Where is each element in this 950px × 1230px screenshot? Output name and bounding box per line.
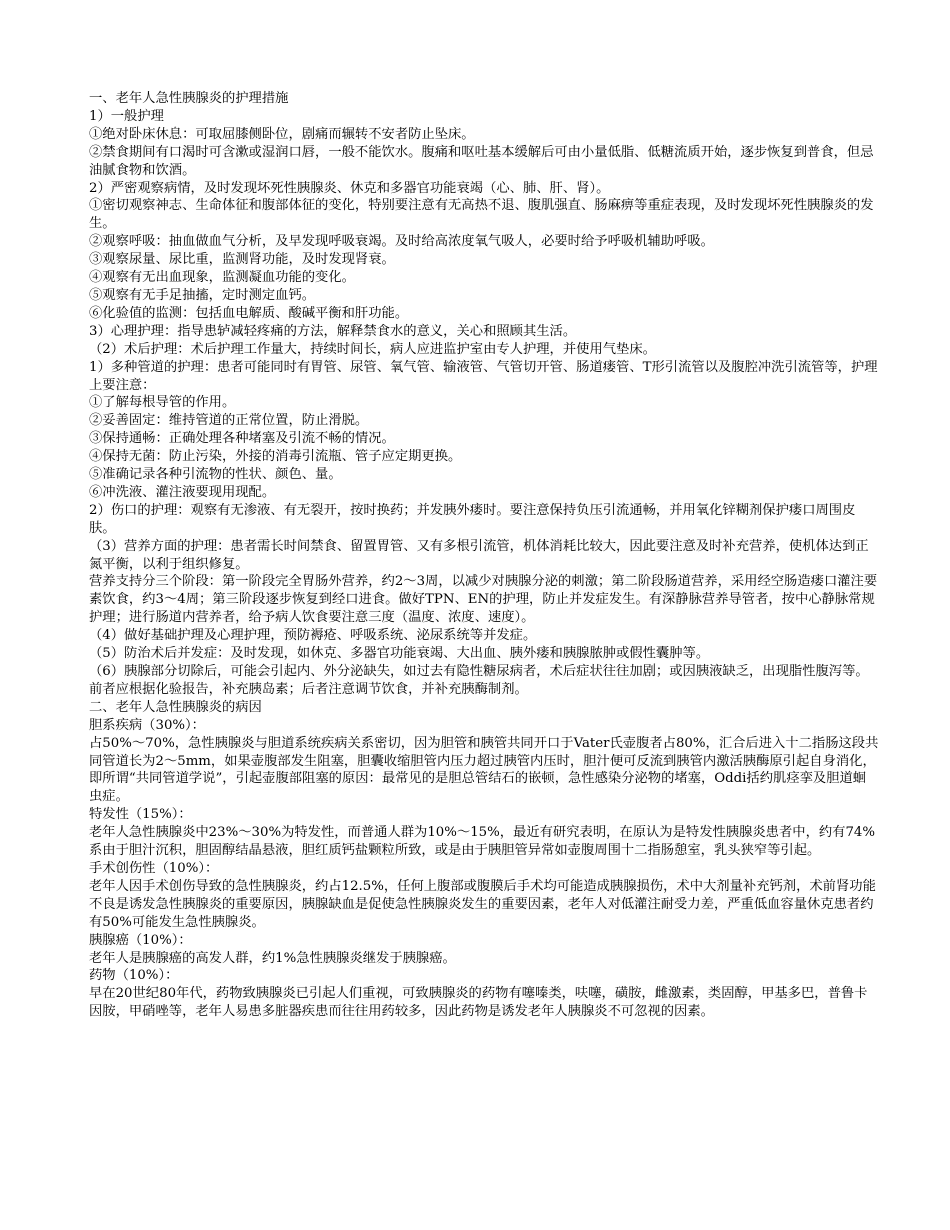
section-heading: 一、老年人急性胰腺炎的护理措施 bbox=[89, 91, 289, 106]
subheading: 药物（10%）： bbox=[89, 968, 179, 984]
subheading: 2）严密观察病情，及时发现坏死性胰腺炎、休克和多器官功能衰竭（心、肺、肝、肾）。 bbox=[89, 180, 610, 196]
paragraph: ①密切观察神志、生命体征和腹部体征的变化，特别要注意有无高热不退、腹肌强直、肠麻痹等重症表现，及时发现坏死性胰腺炎的发生。 bbox=[89, 198, 874, 232]
subheading: 1）多种管道的护理：患者可能同时有胃管、尿管、氧气管、输液管、气管切开管、肠道瘘管、T形引流管以及腹腔冲洗引流管等，护理上要注意： bbox=[89, 359, 878, 393]
subheading: （5）防治术后并发症：及时发现，如休克、多器官功能衰竭、大出血、胰外瘘和胰腺脓肿或假性囊肿等。 bbox=[89, 646, 710, 662]
paragraph: ⑥化验值的监测：包括血电解质、酸碱平衡和肝功能。 bbox=[89, 305, 409, 321]
paragraph: ①了解每根导管的作用。 bbox=[89, 395, 236, 411]
section-heading: 二、老年人急性胰腺炎的病因 bbox=[89, 699, 262, 715]
paragraph: ③观察尿量、尿比重，监测肾功能，及时发现肾衰。 bbox=[89, 252, 395, 268]
paragraph: 早在20世纪80年代，药物致胰腺炎已引起人们重视，可致胰腺炎的药物有噻嗪类，呋噻，磺胺，雌激素，类固醇，甲基多巴，普鲁卡因胺，甲硝唑等，老年人易患多脏器疾患而往往用药较多，因此药物是诱发老年人胰腺炎不可忽视的因素。 bbox=[89, 986, 868, 1020]
paragraph: ③保持通畅：正确处理各种堵塞及引流不畅的情况。 bbox=[89, 431, 395, 447]
subheading: 3）心理护理：指导患轳减轻疼痛的方法，解释禁食水的意义，关心和照顾其生活。 bbox=[89, 323, 577, 339]
subheading: 手术创伤性（10%）： bbox=[89, 860, 219, 876]
subheading: （4）做好基础护理及心理护理，预防褥疮、呼吸系统、泌尿系统等并发症。 bbox=[89, 628, 537, 644]
subheading: 1）一般护理 bbox=[89, 108, 164, 124]
paragraph: ①绝对卧床休息：可取屈膝侧卧位，剧痛而辗转不安者防止坠床。 bbox=[89, 126, 475, 142]
paragraph: ②观察呼吸：抽血做血气分析，及早发现呼吸衰竭。及时给高浓度氧气吸人，必要时给予呼吸机辅助呼吸。 bbox=[89, 234, 714, 250]
paragraph: ④保持无菌：防止污染，外接的消毒引流瓶、管子应定期更换。 bbox=[89, 449, 462, 465]
subheading: 2）伤口的护理：观察有无渗液、有无裂开，按时换药；并发胰外瘘时。要注意保持负压引流通畅，并用氧化锌糊剂保护瘘口周围皮肤。 bbox=[89, 502, 856, 536]
paragraph: ②妥善固定：维持管道的正常位置，防止滑脱。 bbox=[89, 413, 369, 429]
paragraph: ⑥冲洗液、灌注液要现用现配。 bbox=[89, 484, 276, 500]
paragraph: 占50%～70%，急性胰腺炎与胆道系统疾病关系密切，因为胆管和胰管共同开口于Vater氏壶腹者占80%，汇合后进入十二指肠这段共同管道长为2～5mm，如果壶腹部发生阻塞，胆囊收缩胆管内压力超过胰管内压时，胆汁便可反流到胰管内激活胰酶原引起自身消化，即所谓“共同管道学说”，引起壶腹部阻塞的原因：最常见的是胆总管结石的嵌顿，急性感染分泌物的堵塞，Oddi括约肌痉挛及胆道蛔虫症。 bbox=[89, 735, 879, 805]
document-body bbox=[89, 90, 879, 1021]
paragraph: 老年人急性胰腺炎中23%～30%为特发性，而普通人群为10%～15%，最近有研究表明，在原认为是特发性胰腺炎患者中，约有74%系由于胆汁沉积，胆固醇结晶悬液，胆红质钙盐颗粒所致，或是由于胰胆管异常如壶腹周围十二指肠憩室，乳头狭窄等引起。 bbox=[89, 825, 876, 859]
paragraph: ②禁食期间有口渴时可含漱或湿润口唇，一般不能饮水。腹痛和呕吐基本缓解后可由小量低脂、低糖流质开始，逐步恢复到普食，但忌油腻食物和饮酒。 bbox=[89, 144, 874, 178]
paragraph: ⑤准确记录各种引流物的性状、颜色、量。 bbox=[89, 467, 342, 483]
subheading: （6）胰腺部分切除后，可能会引起内、外分泌缺失，如过去有隐性糖尿病者，术后症状往往加剧；或因胰液缺乏，出现脂性腹泻等。前者应根据化验报告，补充胰岛素；后者注意调节饮食，并补充胰酶制剂。 bbox=[89, 664, 869, 697]
paragraph: ⑤观察有无手足抽搐，定时测定血钙。 bbox=[89, 287, 316, 303]
subheading: （3）营养方面的护理：患者需长时间禁食、留置胃管、又有多根引流管，机体消耗比较大，因此要注意及时补充营养，使机体达到正氮平衡，以利于组织修复。 bbox=[89, 538, 869, 572]
paragraph: 老年人是胰腺癌的高发人群，约1%急性胰腺炎继发于胰腺癌。 bbox=[89, 950, 456, 966]
paragraph: 老年人因手术创伤导致的急性胰腺炎，约占12.5%，任何上腹部或腹膜后手术均可能造成胰腺损伤，术中大剂量补充钙剂，术前肾功能不良是诱发急性胰腺炎的重要原因，胰腺缺血是促使急性胰腺炎发生的重要因素，老年人对低灌注耐受力差，严重低血容量休克患者约有50%可能发生急性胰腺炎。 bbox=[89, 878, 876, 930]
paragraph: ④观察有无出血现象，监测凝血功能的变化。 bbox=[89, 270, 355, 286]
subheading: 特发性（15%）： bbox=[89, 807, 192, 823]
subheading: 胆系疾病（30%）： bbox=[89, 717, 205, 733]
paragraph: 营养支持分三个阶段：第一阶段完全胃肠外营养，约2～3周，以减少对胰腺分泌的刺激；第二阶段肠道营养，采用经空肠造瘘口灌注要素饮食，约3～4周；第三阶段逐步恢复到经口进食。做好TPN、EN的护理，防止并发症发生。有深静脉营养导管者，按中心静脉常规护理；进行肠道内营养者，给予病人饮食要注意三度（温度、浓度、速度）。 bbox=[89, 574, 878, 626]
subheading: （2）术后护理：术后护理工作量大，持续时间长，病人应进监护室由专人护理，并使用气垫床。 bbox=[89, 341, 656, 357]
subheading: 胰腺癌（10%）： bbox=[89, 932, 192, 948]
